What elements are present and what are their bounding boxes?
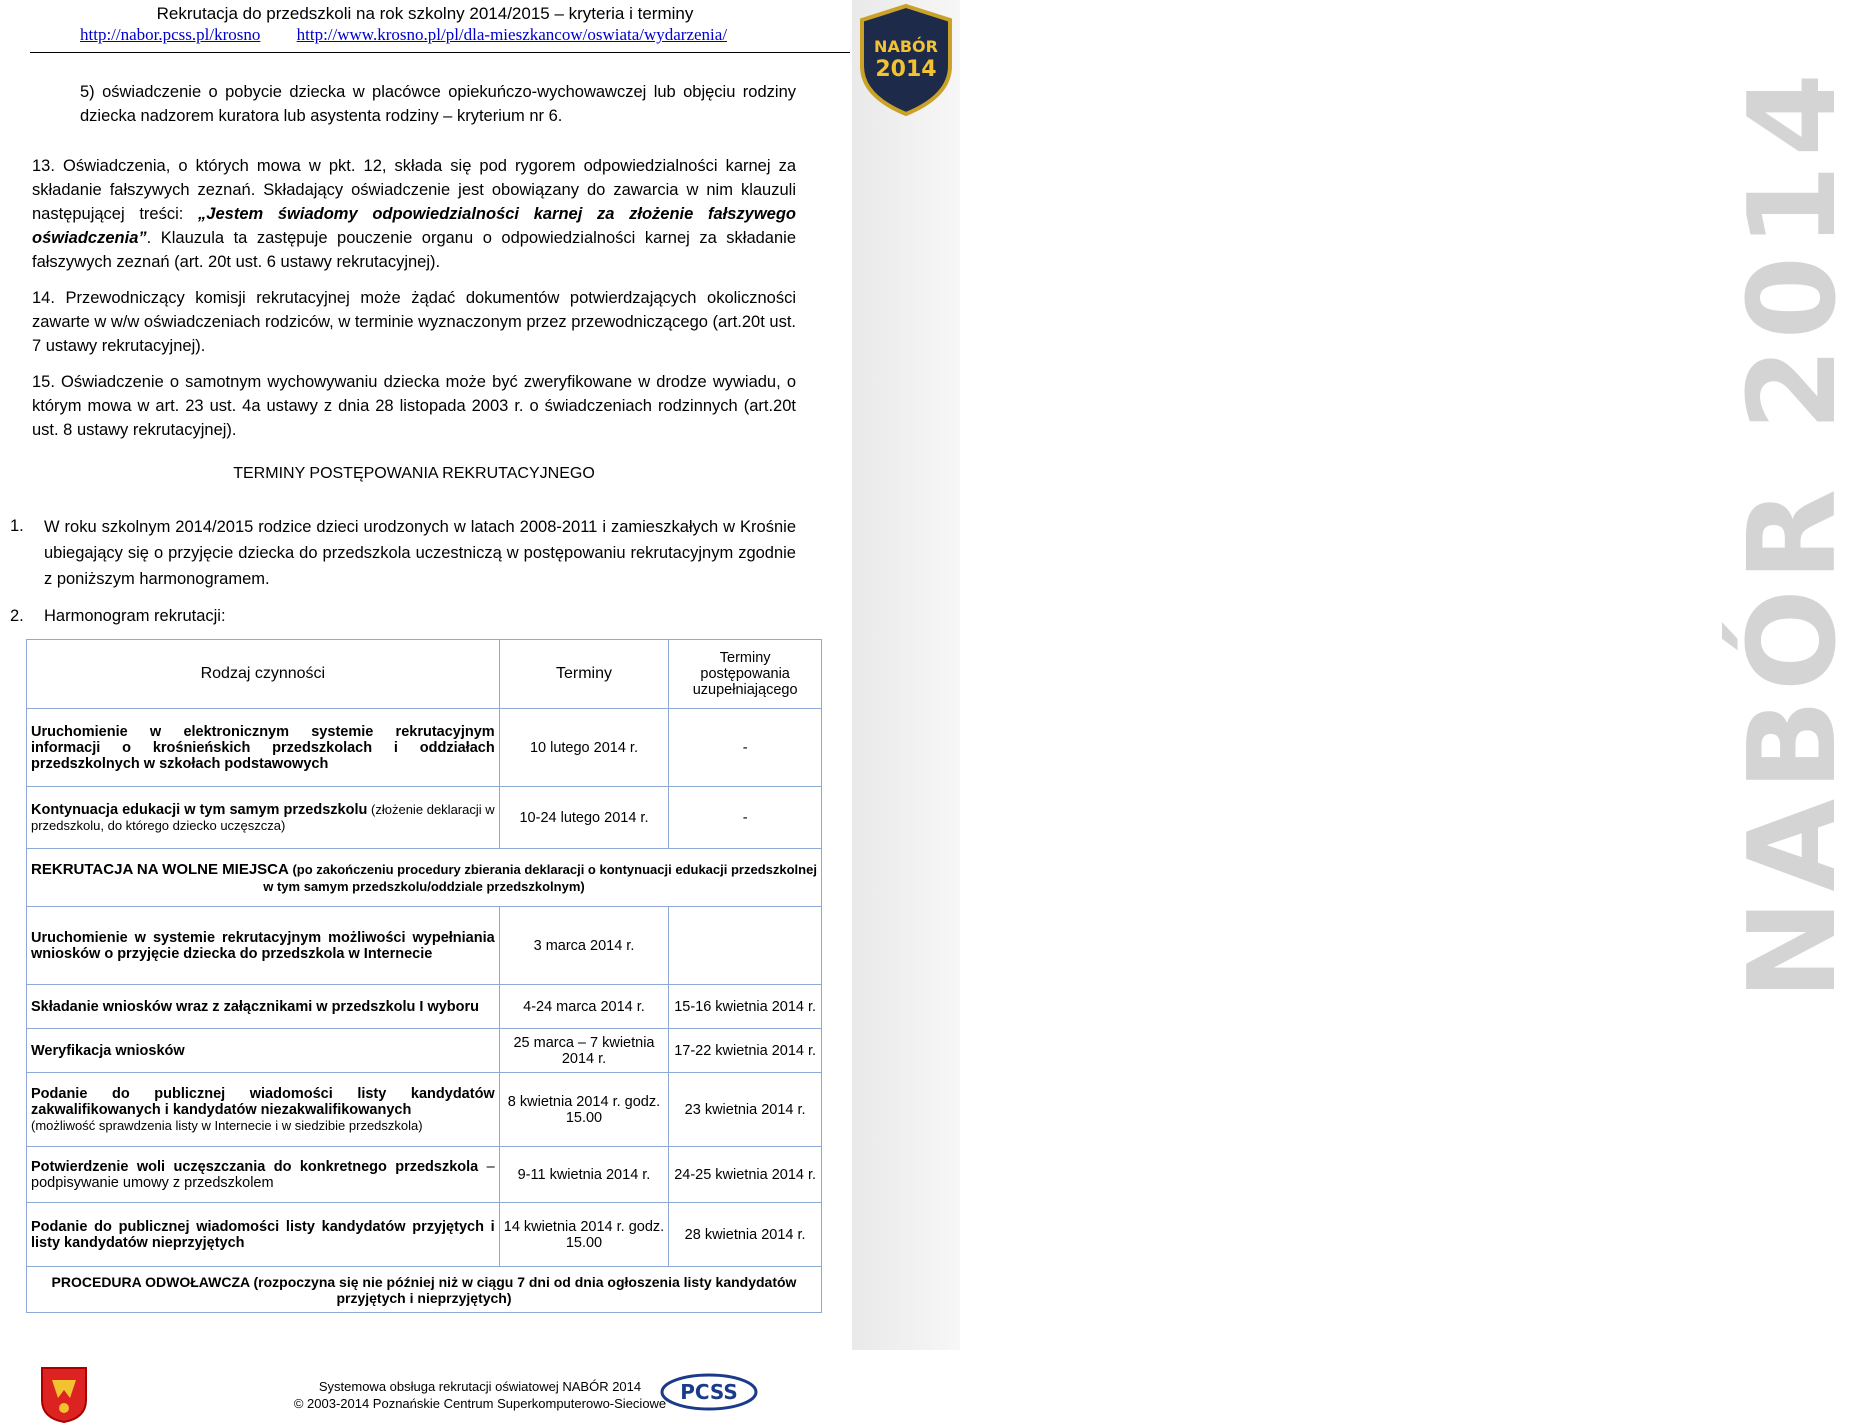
row-note: – podpisywanie umowy z przedszkolem [31,1158,495,1191]
item-2-text: Harmonogram rekrutacji: [44,607,226,625]
row-sup: - [669,709,822,787]
row-desc: Podanie do publicznej wiadomości listy kandydatów zakwalifikowanych i kandydatów niezakwalifikowanych [31,1085,495,1118]
item-2-number: 2. [10,607,24,625]
item-1-text: W roku szkolnym 2014/2015 rodzice dzieci urodzonych w latach 2008-2011 i zamieszkałych w Krośnie ubiegający się o przyjęcie dziecka do przedszkola uczestniczą w postępowaniu rekrutacyjnym zgodnie z poniższym harmonogramem. [44,518,796,588]
row-sup: 17-22 kwietnia 2014 r. [669,1029,822,1073]
svg-text:NABÓR: NABÓR [874,37,938,56]
link-krosno[interactable]: http://www.krosno.pl/pl/dla-mieszkancow/oswiata/wydarzenia/ [296,25,728,44]
row-sup: 24-25 kwietnia 2014 r. [669,1147,822,1203]
row-sup: 28 kwietnia 2014 r. [669,1203,822,1267]
header-activity: Rodzaj czynności [27,640,500,709]
row-date: 10 lutego 2014 r. [499,709,669,787]
paragraph-14: 14. Przewodniczący komisji rekrutacyjnej może żądać dokumentów potwierdzających okoliczności zawarte w w/w oświadczeniach rodziców, w terminie wyznaczonym przez przewodniczącego (art.20t ust. 7 ustawy rekrutacyjnej). [32,289,796,355]
item-1-number: 1. [10,517,24,535]
page-header-title: Rekrutacja do przedszkoli na rok szkolny 2014/2015 – kryteria i terminy [156,4,694,23]
table-row [27,1203,822,1267]
row-date: 3 marca 2014 r. [499,907,669,985]
row-date: 9-11 kwietnia 2014 r. [499,1147,669,1203]
table-row [27,1073,822,1147]
section-title: PROCEDURA ODWOŁAWCZA (rozpoczyna się nie później niż w ciągu 7 dni od dnia ogłoszenia listy kandydatów przyjętych i nieprzyjętych) [51,1273,797,1306]
row-date: 14 kwietnia 2014 r. godz. 15.00 [499,1203,669,1267]
row-date: 10-24 lutego 2014 r. [499,787,669,849]
header-divider [30,52,850,53]
row-desc: Uruchomienie w elektronicznym systemie rekrutacyjnym informacji o krośnieńskich przedszkolach i oddziałach przedszkolnych w szkołach podstawowych [31,723,495,772]
table-row [27,1147,822,1203]
row-sup: 23 kwietnia 2014 r. [669,1073,822,1147]
row-note: (możliwość sprawdzenia listy w Internecie i w siedzibie przedszkola) [31,1117,423,1133]
nabor-2014-badge [856,4,956,116]
header-supplementary: Terminy postępowania uzupełniającego [669,640,822,709]
row-desc: Weryfikacja wniosków [31,1042,185,1059]
link-nabor[interactable]: http://nabor.pcss.pl/krosno [80,25,261,44]
krosno-crest-icon [40,1366,88,1424]
table-row [27,985,822,1029]
header-links [80,25,759,45]
row-desc: Składanie wniosków wraz z załącznikami w przedszkolu I wyboru [31,998,480,1015]
paragraph-15: 15. Oświadczenie o samotnym wychowywaniu dziecka może być zweryfikowane w drodze wywiadu, o którym mowa w art. 23 ust. 4a ustawy z dnia 28 listopada 2003 r. o świadczeniach rodzinnych (art.20t ust. 8 ustawy rekrutacyjnej). [32,373,796,439]
row-desc: Kontynuacja edukacji w tym samym przedszkolu [31,801,368,818]
svg-text:PCSS: PCSS [680,1380,738,1404]
row-note: (złożenie deklaracji w przedszkolu, do którego dziecko uczęszcza) [31,801,495,833]
table-row [27,709,822,787]
section-row [27,1267,822,1313]
schedule-table [26,639,822,1313]
row-sup [669,907,822,985]
paragraph-5: 5) oświadczenie o pobycie dziecka w placówce opiekuńczo-wychowawczej lub objęciu rodziny dziecka nadzorem kuratora lub asystenta rodziny – kryterium nr 6. [80,83,796,125]
row-sup: - [669,787,822,849]
footer-copyright: © 2003-2014 Poznańskie Centrum Superkomputerowo-Sieciowe [293,1396,667,1411]
row-desc: Uruchomienie w systemie rekrutacyjnym możliwości wypełniania wniosków o przyjęcie dziecka do przedszkola w Internecie [31,929,495,962]
header-dates: Terminy [499,640,669,709]
section-title: REKRUTACJA NA WOLNE MIEJSCA [31,861,289,878]
section-heading: TERMINY POSTĘPOWANIA REKRUTACYJNEGO [233,465,595,482]
pcss-logo [660,1372,758,1412]
table-row [27,1029,822,1073]
svg-text:2014: 2014 [875,57,937,82]
row-sup: 15-16 kwietnia 2014 r. [669,985,822,1029]
row-date: 8 kwietnia 2014 r. godz. 15.00 [499,1073,669,1147]
table-row [27,787,822,849]
row-date: 4-24 marca 2014 r. [499,985,669,1029]
watermark: NABÓR 2014 [1724,65,1863,1000]
row-date: 25 marca – 7 kwietnia 2014 r. [499,1029,669,1073]
side-banner [852,0,1863,1350]
section-row [27,849,822,907]
table-row [27,907,822,985]
section-note: (po zakończeniu procedury zbierania deklaracji o kontynuacji edukacji przedszkolnej w tym samym przedszkolu/oddziale przedszkolnym) [263,862,817,894]
row-desc: Potwierdzenie woli uczęszczania do konkretnego przedszkola [31,1158,479,1175]
table-header-row [27,640,822,709]
paragraph-13: 13. Oświadczenia, o których mowa w pkt. 12, składa się pod rygorem odpowiedzialności karnej za składanie fałszywych zeznań. Składający oświadczenie jest obowiązany do zawarcia w nim klauzuli następującej treści: „Jestem świadomy odpowiedzialności karnej za złożenie fałszywego oświadczenia”. Klauzula ta zastępuje pouczenie organu o odpowiedzialności karnej za składanie fałszywych zeznań (art. 20t ust. 6 ustawy rekrutacyjnej). [32,157,796,271]
footer-system-name: Systemowa obsługa rekrutacji oświatowej NABÓR 2014 [318,1379,642,1394]
clause-text: „Jestem świadomy odpowiedzialności karnej za złożenie fałszywego oświadczenia” [32,205,796,247]
row-desc: Podanie do publicznej wiadomości listy kandydatów przyjętych i listy kandydatów nieprzyjętych [31,1218,495,1251]
